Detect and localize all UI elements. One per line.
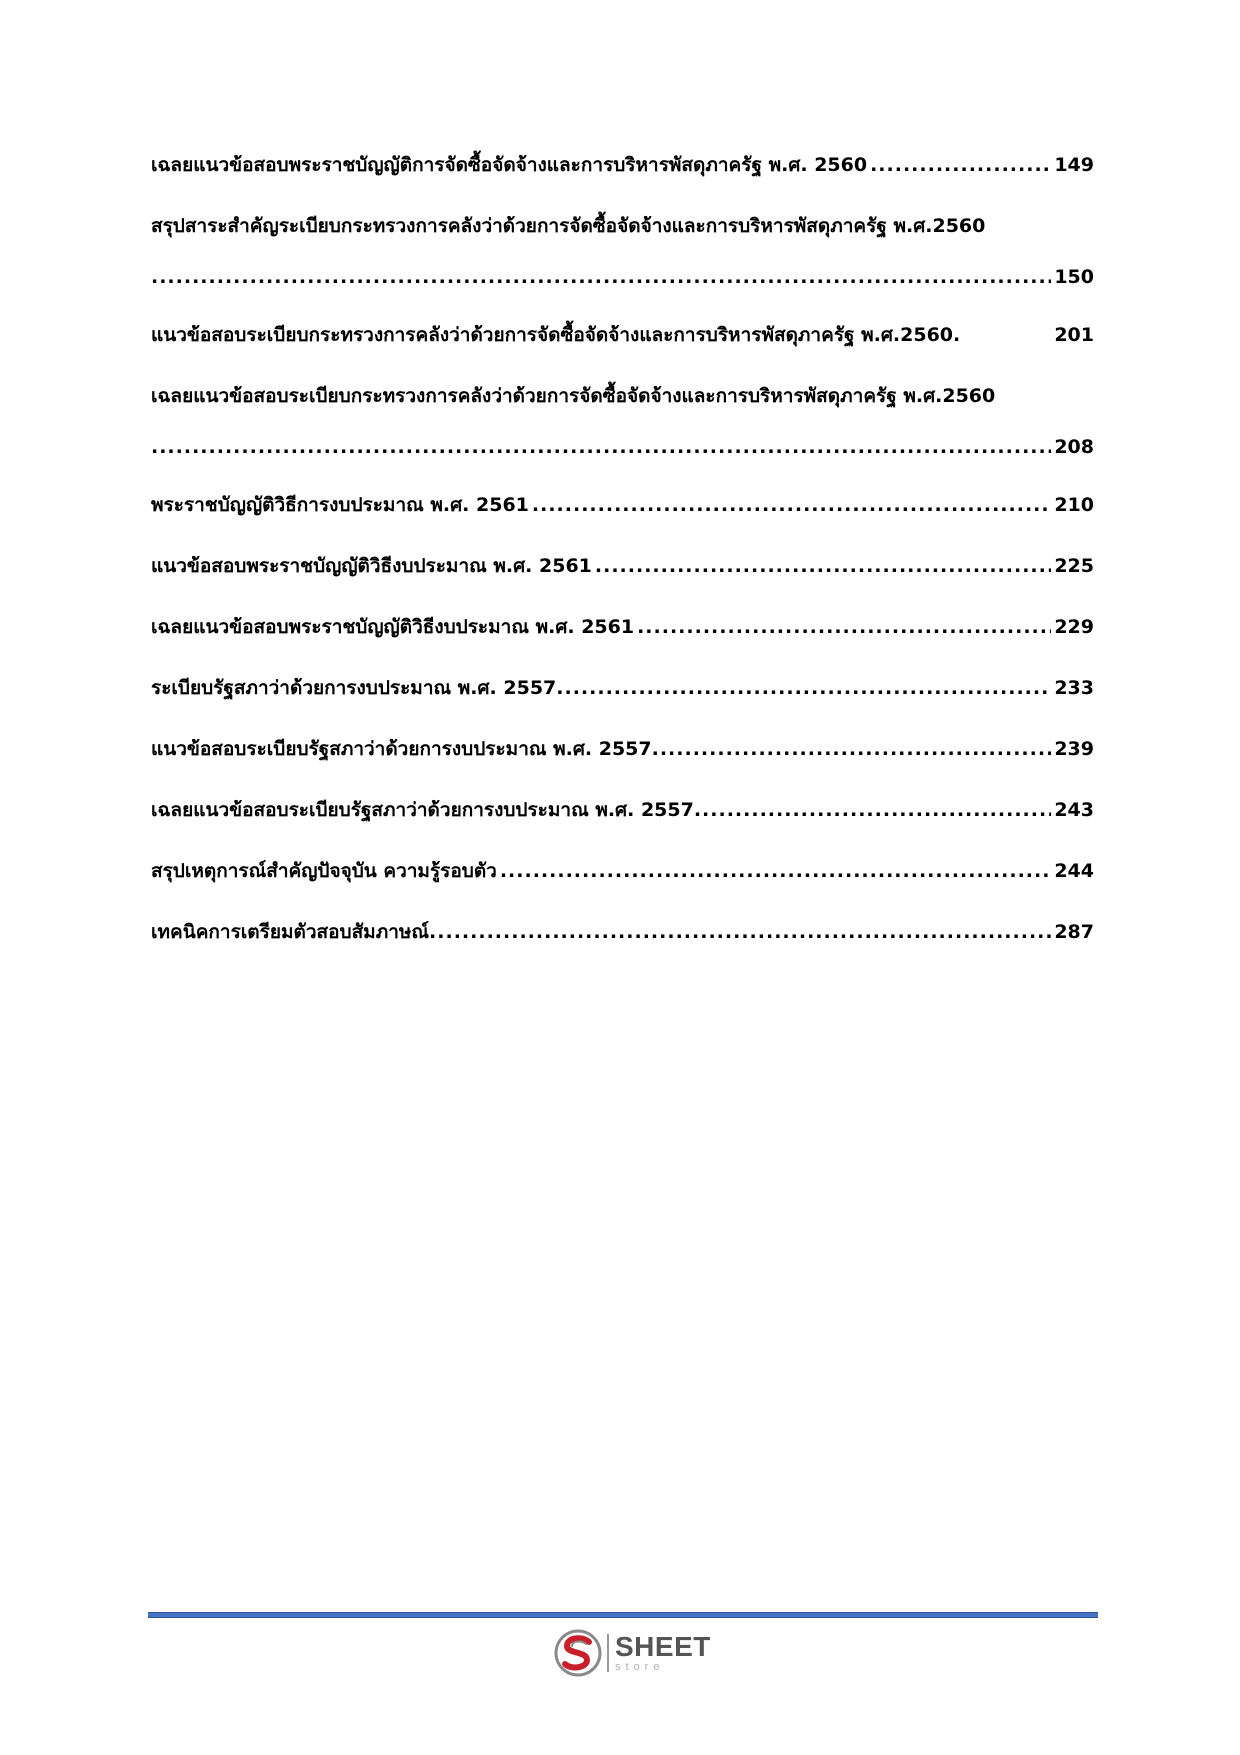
dot-leader xyxy=(500,856,1051,886)
dot-leader xyxy=(637,612,1051,642)
toc-page-number: 233 xyxy=(1054,677,1094,699)
toc-entry-title: สรุปเหตุการณ์สำคัญปัจจุบัน ความรู้รอบตัว xyxy=(151,860,497,882)
toc-page-number: 201 xyxy=(1054,324,1094,346)
dot-leader xyxy=(151,432,1051,462)
toc-entry[interactable] xyxy=(151,856,1094,886)
toc-entry[interactable] xyxy=(151,795,1094,825)
toc-entry[interactable] xyxy=(151,490,1094,520)
toc-entry-title: แนวข้อสอบพระราชบัญญัติวิธีงบประมาณ พ.ศ. 2561 xyxy=(151,555,592,577)
toc-page-number: 243 xyxy=(1054,799,1094,821)
toc-page-number: 208 xyxy=(1054,436,1094,458)
toc-page-number: 239 xyxy=(1054,738,1094,760)
sheet-store-logo xyxy=(553,1627,723,1679)
toc-entry[interactable] xyxy=(151,673,1094,703)
footer-divider xyxy=(148,1612,1098,1618)
toc-entry-title: เฉลยแนวข้อสอบพระราชบัญญัติการจัดซื้อจัดจ้างและการบริหารพัสดุภาครัฐ พ.ศ. 2560 xyxy=(151,154,868,176)
toc-entry-title: สรุปสาระสำคัญระเบียบกระทรวงการคลังว่าด้วยการจัดซื้อจัดจ้างและการบริหารพัสดุภาครัฐ พ.ศ.2560 xyxy=(151,215,986,237)
toc-entry[interactable] xyxy=(151,917,1094,947)
toc-page-number: 287 xyxy=(1054,921,1094,943)
toc-entry[interactable] xyxy=(151,551,1094,581)
toc-entry-title: เทคนิคการเตรียมตัวสอบสัมภาษณ์ xyxy=(151,921,430,943)
toc-page-number: 210 xyxy=(1054,494,1094,516)
logo-wordmark: SHEET xyxy=(615,1631,711,1662)
toc-page-number: 244 xyxy=(1054,860,1094,882)
toc-entry-title: เฉลยแนวข้อสอบพระราชบัญญัติวิธีงบประมาณ พ.ศ. 2561 xyxy=(151,616,635,638)
toc-entry[interactable] xyxy=(151,734,1094,764)
toc-entry-title: แนวข้อสอบระเบียบรัฐสภาว่าด้วยการงบประมาณ พ.ศ. 2557 xyxy=(151,738,652,760)
toc-entry-title: เฉลยแนวข้อสอบระเบียบกระทรวงการคลังว่าด้วยการจัดซื้อจัดจ้างและการบริหารพัสดุภาครัฐ พ.ศ.2560 xyxy=(151,385,996,407)
toc-page-number: 150 xyxy=(1054,266,1094,288)
toc-entry-title: ระเบียบรัฐสภาว่าด้วยการงบประมาณ พ.ศ. 2557 xyxy=(151,677,557,699)
dot-leader xyxy=(151,262,1051,292)
dot-leader xyxy=(595,551,1051,581)
dot-leader xyxy=(556,673,1051,703)
logo-subtext: store xyxy=(615,1661,665,1673)
toc-page-number: 225 xyxy=(1054,555,1094,577)
dot-leader xyxy=(652,734,1052,764)
logo-text xyxy=(615,1633,711,1673)
toc-page-number: 149 xyxy=(1054,154,1094,176)
dot-leader xyxy=(429,917,1051,947)
dot-leader xyxy=(870,150,1051,180)
toc-entry[interactable] xyxy=(151,211,1094,292)
toc-entry[interactable] xyxy=(151,150,1094,180)
dot-leader xyxy=(532,490,1051,520)
sheet-store-s-icon xyxy=(553,1628,603,1678)
toc-entry[interactable] xyxy=(151,381,1094,462)
logo-divider xyxy=(607,1634,609,1672)
toc-entry-title: พระราชบัญญัติวิธีการงบประมาณ พ.ศ. 2561 xyxy=(151,494,529,516)
table-of-contents xyxy=(151,150,1094,978)
toc-entry-title: แนวข้อสอบระเบียบกระทรวงการคลังว่าด้วยการจัดซื้อจัดจ้างและการบริหารพัสดุภาครัฐ พ.ศ.2560. xyxy=(151,324,961,346)
dot-leader xyxy=(694,795,1051,825)
toc-page-number: 229 xyxy=(1054,616,1094,638)
toc-entry[interactable] xyxy=(151,320,1094,350)
toc-entry[interactable] xyxy=(151,612,1094,642)
toc-entry-title: เฉลยแนวข้อสอบระเบียบรัฐสภาว่าด้วยการงบประมาณ พ.ศ. 2557 xyxy=(151,799,694,821)
